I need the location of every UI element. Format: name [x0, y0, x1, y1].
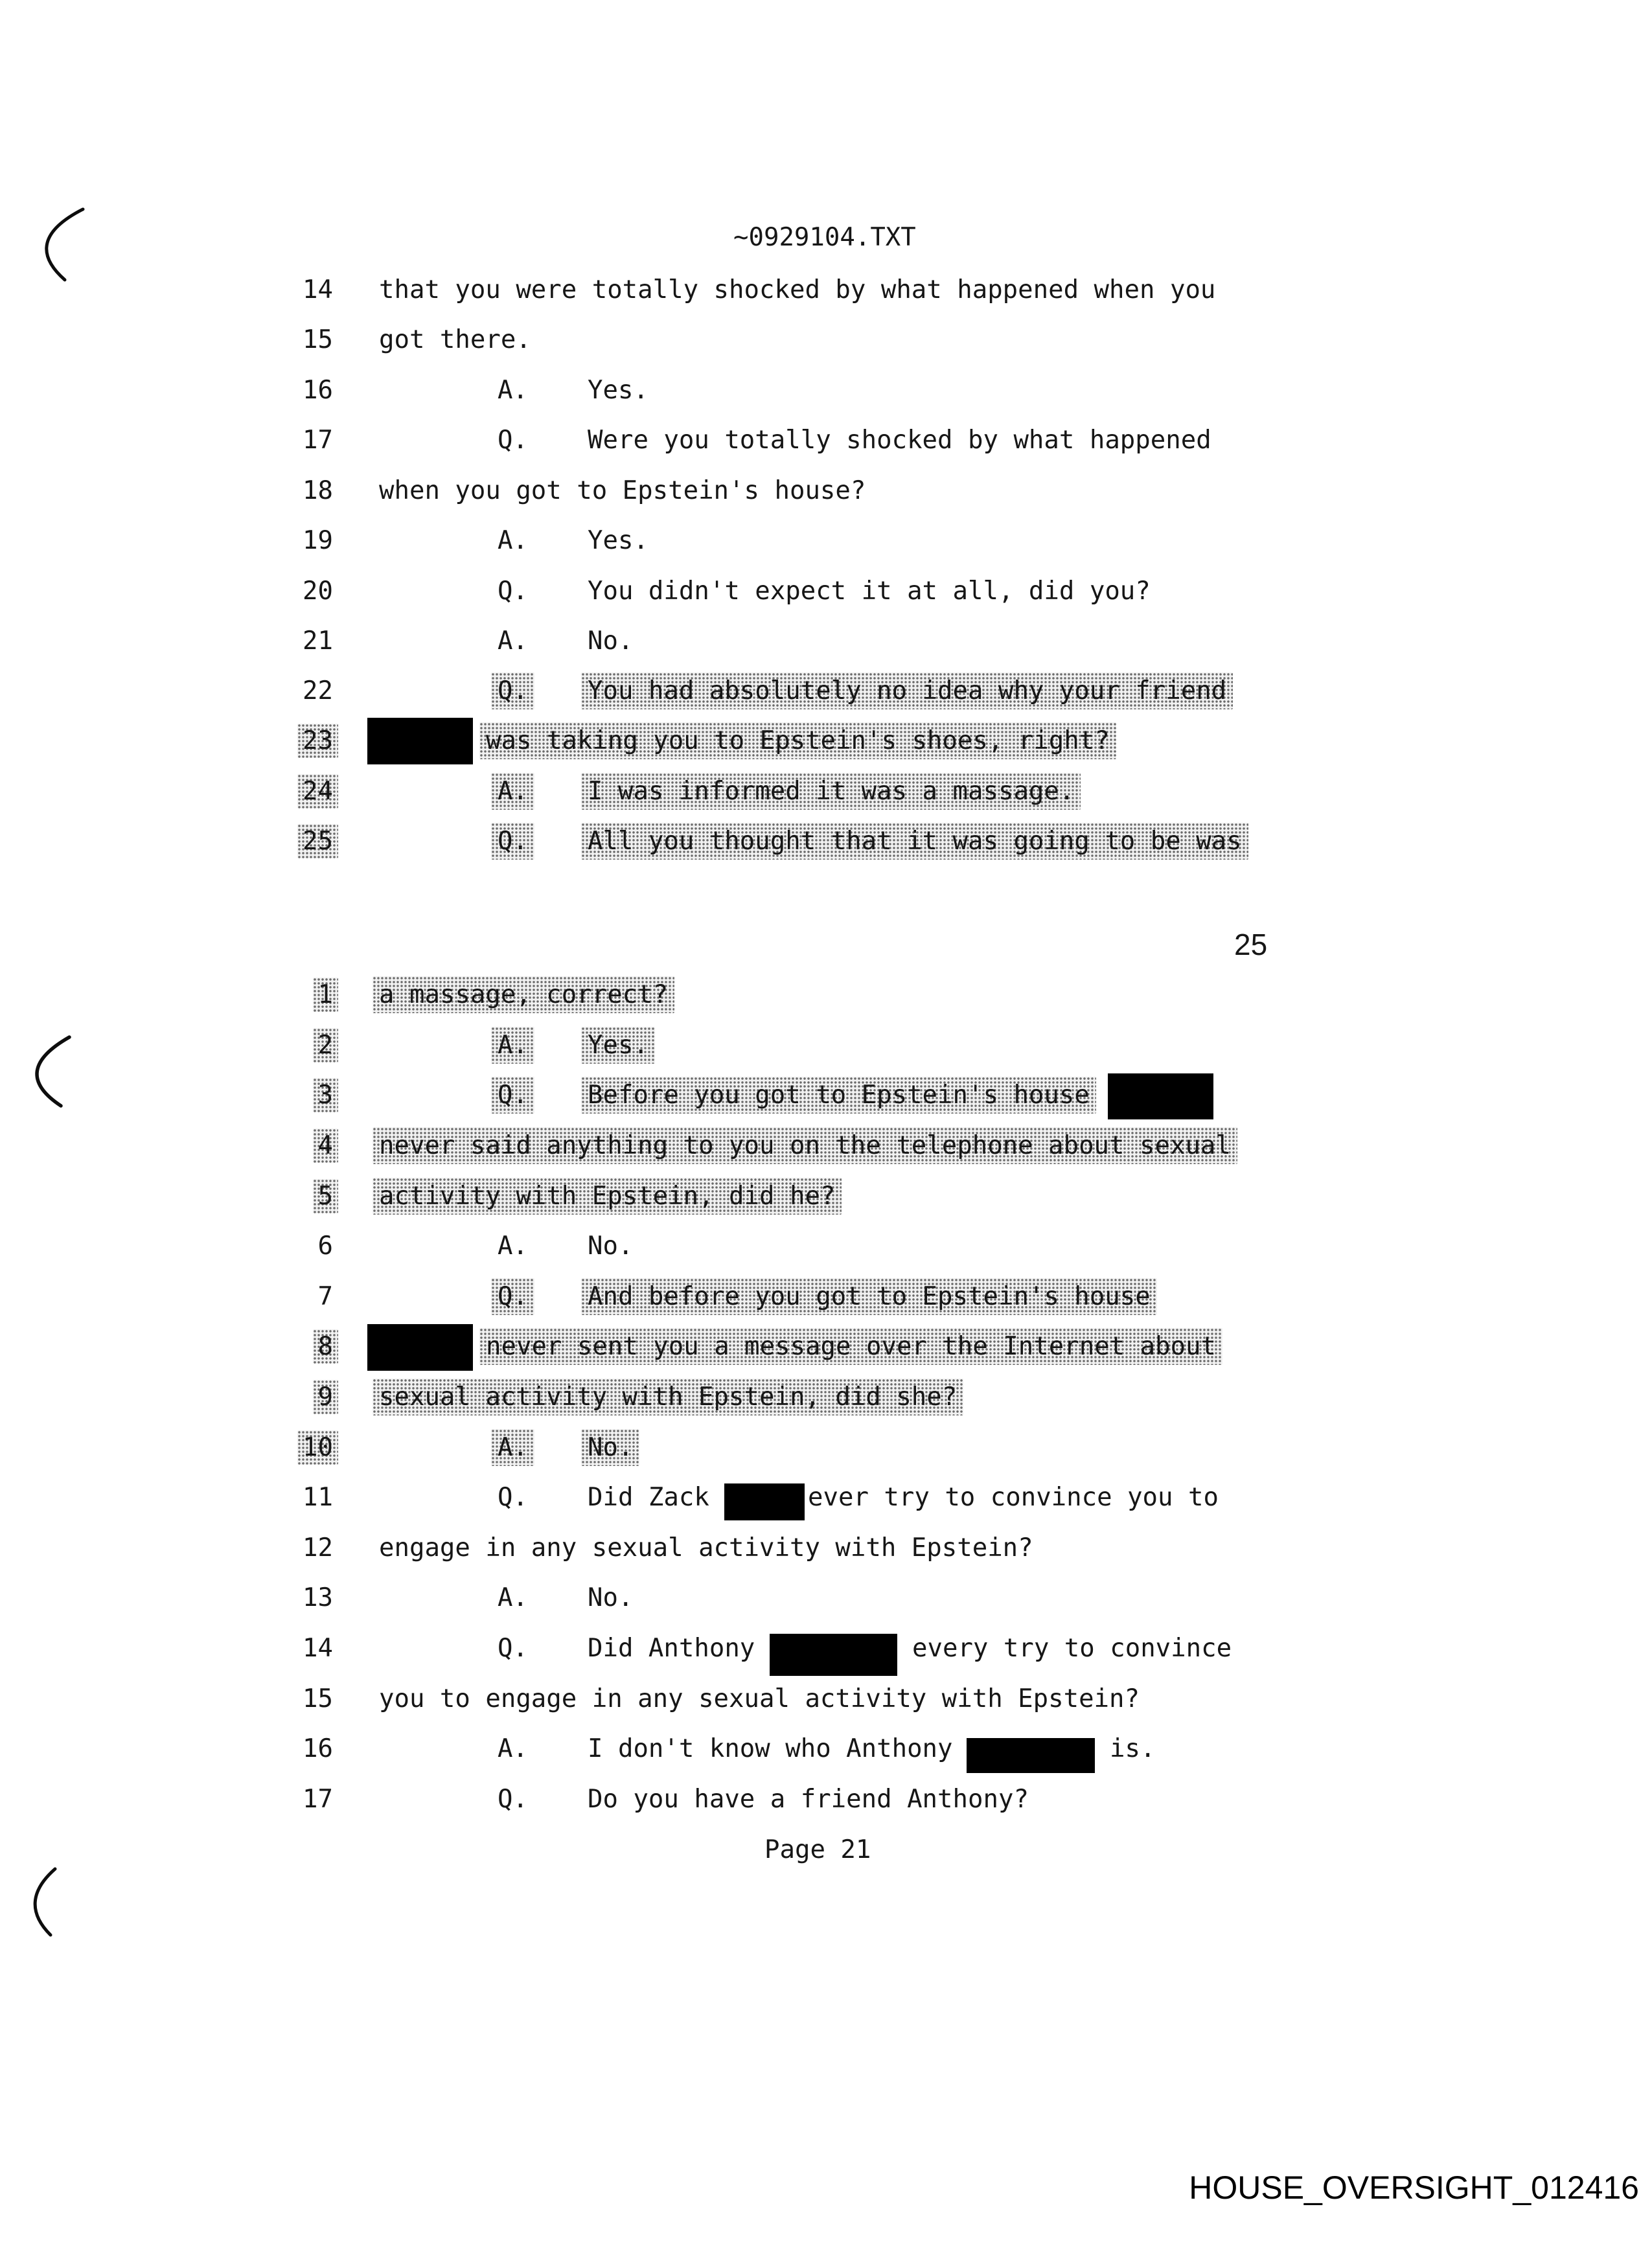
line-number: 17: [303, 1784, 333, 1814]
transcript-line: [0, 1573, 1652, 1622]
line-number: 20: [303, 576, 333, 606]
transcript-text: Were you totally shocked by what happened: [588, 425, 1211, 455]
transcript-text: You didn't expect it at all, did you?: [588, 576, 1151, 606]
transcript-text: Did Anthony: [588, 1633, 755, 1663]
transcript-text: Q.: [498, 576, 528, 606]
transcript-line: [0, 1623, 1652, 1673]
transcript-text: A.: [498, 1423, 528, 1472]
line-number: 15: [303, 325, 333, 354]
transcript-text: sexual activity with Epstein, did she?: [379, 1372, 957, 1421]
redaction-box: [367, 1324, 473, 1371]
transcript-text: No.: [588, 626, 634, 656]
transcript-line: [0, 265, 1652, 314]
transcript-text: No.: [588, 1583, 634, 1612]
transcript-text: You had absolutely no idea why your friend: [588, 666, 1226, 715]
line-number: 2: [279, 1020, 333, 1070]
line-number: 23: [279, 716, 333, 765]
line-number: 14: [303, 1633, 333, 1663]
transcript-text: A.: [498, 375, 528, 405]
transcript-text: No.: [588, 1423, 633, 1472]
transcript-line: [0, 1674, 1652, 1723]
transcript-line: [0, 516, 1652, 565]
transcript-line: [0, 1121, 1652, 1170]
transcript-text: got there.: [379, 325, 531, 354]
transcript-text: A.: [498, 525, 528, 555]
transcript-line: [0, 365, 1652, 415]
transcript-line: [0, 1322, 1652, 1371]
transcript-text: Yes.: [588, 1020, 648, 1070]
transcript-line: [0, 315, 1652, 364]
transcript-text: activity with Epstein, did he?: [379, 1171, 835, 1220]
transcript-line: [0, 1171, 1652, 1220]
transcript-line: [0, 1423, 1652, 1472]
transcript-text: every try to convince: [912, 1633, 1232, 1663]
transcript-line: [0, 466, 1652, 515]
redaction-box: [724, 1483, 805, 1520]
transcript-line: [0, 1221, 1652, 1270]
transcript-text: Yes.: [588, 525, 648, 555]
transcript-text: Q.: [498, 1482, 528, 1512]
line-number: 22: [303, 676, 333, 705]
transcript-line: [0, 1774, 1652, 1824]
transcript-line: [0, 566, 1652, 615]
line-number: 16: [303, 1734, 333, 1763]
line-number: 14: [303, 275, 333, 304]
line-number: 5: [279, 1171, 333, 1220]
transcript-text: Q.: [498, 425, 528, 455]
line-number: 17: [303, 425, 333, 455]
transcript-text: Do you have a friend Anthony?: [588, 1784, 1029, 1814]
line-number: 7: [317, 1281, 333, 1311]
transcript-text: is.: [1110, 1734, 1156, 1763]
transcript-line: [0, 766, 1652, 816]
line-number: 21: [303, 626, 333, 656]
line-number: 12: [303, 1533, 333, 1563]
transcript-text: A.: [498, 626, 528, 656]
transcript-text: Before you got to Epstein's house: [588, 1070, 1090, 1119]
line-number: 16: [303, 375, 333, 405]
transcript-text: I was informed it was a massage.: [588, 766, 1074, 816]
line-number: 15: [303, 1684, 333, 1713]
transcript-line: [0, 816, 1652, 865]
transcript-line: [0, 1523, 1652, 1572]
transcript-text: Q.: [498, 666, 528, 715]
line-number: 4: [279, 1121, 333, 1170]
transcript-line: [0, 1472, 1652, 1522]
transcript-text: I don't know who Anthony: [588, 1734, 953, 1763]
transcript-line: [0, 666, 1652, 715]
scan-artifact-arc-bottom: [35, 1869, 55, 1935]
transcript-line: [0, 716, 1652, 765]
transcript-text: Did Zack: [588, 1482, 709, 1512]
transcript-line: [0, 1020, 1652, 1070]
transcript-text: you to engage in any sexual activity with Epstein?: [379, 1684, 1140, 1713]
redaction-box: [367, 718, 473, 764]
transcript-text: A.: [498, 1231, 528, 1261]
transcript-text: Q.: [498, 1784, 528, 1814]
redaction-box: [967, 1738, 1095, 1773]
page-footer-label: Page 21: [764, 1835, 871, 1864]
line-number: 1: [279, 970, 333, 1019]
line-number: 24: [279, 766, 333, 816]
line-number: 9: [279, 1372, 333, 1421]
transcript-text: And before you got to Epstein's house: [588, 1272, 1151, 1321]
line-number: 3: [279, 1070, 333, 1119]
line-number: 6: [317, 1231, 333, 1261]
transcript-text: a massage, correct?: [379, 970, 668, 1019]
filename-text: ~0929104.TXT: [733, 222, 916, 252]
line-number: 10: [279, 1423, 333, 1472]
transcript-text: engage in any sexual activity with Epstein?: [379, 1533, 1033, 1563]
transcript-text: never sent you a message over the Internet about: [486, 1322, 1216, 1371]
bates-stamp: HOUSE_OVERSIGHT_012416: [1189, 2170, 1639, 2206]
transcript-text: Q.: [498, 1633, 528, 1663]
line-number: 13: [303, 1583, 333, 1612]
document-filename-header: [733, 212, 916, 262]
transcript-text: A.: [498, 1020, 528, 1070]
redaction-box: [1108, 1073, 1213, 1119]
transcript-text: All you thought that it was going to be was: [588, 816, 1242, 865]
line-number: 25: [279, 816, 333, 865]
transcript-text: Q.: [498, 1272, 528, 1321]
line-number: 19: [303, 525, 333, 555]
transcript-text: was taking you to Epstein's shoes, right?: [486, 716, 1110, 765]
transcript-line: [0, 1372, 1652, 1421]
transcript-line: [0, 1724, 1652, 1773]
transcript-text: ever try to convince you to: [808, 1482, 1219, 1512]
line-number: 11: [303, 1482, 333, 1512]
transcript-line: [0, 1070, 1652, 1119]
transcript-line: [0, 616, 1652, 665]
transcript-text: Yes.: [588, 375, 648, 405]
transcript-text: never said anything to you on the telephone about sexual: [379, 1121, 1231, 1170]
redaction-box: [770, 1634, 897, 1676]
transcript-text: Q.: [498, 816, 528, 865]
transcript-line: [0, 970, 1652, 1019]
transcript-text: A.: [498, 1734, 528, 1763]
transcript-text: No.: [588, 1231, 634, 1261]
transcript-line: [0, 1272, 1652, 1321]
deposition-page-number: 25: [1234, 928, 1268, 961]
transcript-text: Q.: [498, 1070, 528, 1119]
transcript-text: that you were totally shocked by what happened when you: [379, 275, 1216, 304]
line-number: 8: [279, 1322, 333, 1371]
transcript-text: A.: [498, 766, 528, 816]
transcript-line: [0, 415, 1652, 464]
transcript-text: when you got to Epstein's house?: [379, 475, 866, 505]
transcript-text: A.: [498, 1583, 528, 1612]
line-number: 18: [303, 475, 333, 505]
